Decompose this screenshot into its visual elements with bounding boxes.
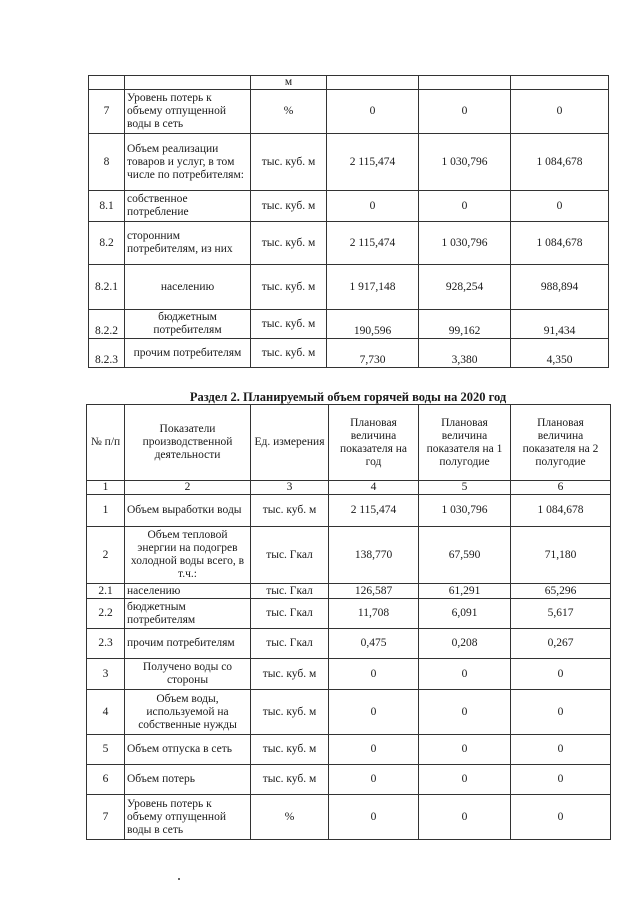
row-number: 1: [87, 495, 125, 527]
col-number: 4: [329, 481, 419, 495]
row-number: 5: [87, 735, 125, 765]
unit-cell: тыс. Гкал: [251, 584, 329, 599]
col-number: 2: [125, 481, 251, 495]
indicator-name: населению: [125, 584, 251, 599]
unit-cell: тыс. куб. м: [251, 659, 329, 690]
table-row: [87, 495, 611, 527]
h2-value: [511, 76, 609, 90]
annual-value: 138,770: [329, 527, 419, 584]
section-title: Раздел 2. Планируемый объем горячей воды на 2020 год: [189, 390, 507, 404]
h1-value: 0: [419, 690, 511, 735]
h2-value: 1 084,678: [511, 495, 611, 527]
h1-value: 0: [419, 659, 511, 690]
hot-water-plan-table: [86, 404, 611, 840]
row-number: 8.2.1: [89, 265, 125, 310]
indicator-name: собственное потребление: [125, 191, 251, 222]
table-row: [87, 765, 611, 795]
h1-value: 928,254: [419, 265, 511, 310]
unit-cell: тыс. куб. м: [251, 690, 329, 735]
h2-value: 71,180: [511, 527, 611, 584]
table-row: [87, 527, 611, 584]
row-number: 8.2.3: [89, 339, 125, 368]
indicator-name: Объем тепловой энергии на подогрев холодной воды всего, в т.ч.:: [125, 527, 251, 584]
annual-value: [327, 76, 419, 90]
row-number: 3: [87, 659, 125, 690]
row-number: 2.3: [87, 629, 125, 659]
indicator-name: прочим потребителям: [125, 339, 251, 368]
header-row: [87, 405, 611, 481]
table-row: [89, 339, 609, 368]
annual-value: 126,587: [329, 584, 419, 599]
h1-value: 0: [419, 765, 511, 795]
unit-cell: тыс. куб. м: [251, 222, 327, 265]
h2-value: 0,267: [511, 629, 611, 659]
table-row: [89, 90, 609, 134]
indicator-name: Объем отпуска в сеть: [125, 735, 251, 765]
indicator-name: бюджетным потребителям: [125, 599, 251, 629]
h2-value: 91,434: [511, 310, 609, 339]
unit-cell: тыс. куб. м: [251, 134, 327, 191]
scan-speck: [178, 878, 180, 880]
col-number: 3: [251, 481, 329, 495]
unit-cell: тыс. куб. м: [251, 310, 327, 339]
annual-value: 0: [329, 659, 419, 690]
h2-value: 0: [511, 690, 611, 735]
indicator-name: [125, 76, 251, 90]
h1-value: 0: [419, 191, 511, 222]
row-number: 8.1: [89, 191, 125, 222]
col-number: 1: [87, 481, 125, 495]
h1-value: 0: [419, 90, 511, 134]
row-number: 2.2: [87, 599, 125, 629]
header-annual: Плановая величина показателя на год: [329, 405, 419, 481]
table-row: [87, 629, 611, 659]
h1-value: 6,091: [419, 599, 511, 629]
h2-value: 988,894: [511, 265, 609, 310]
indicator-name: Объем реализации товаров и услуг, в том числе по потребителям:: [125, 134, 251, 191]
indicator-name: сторонним потребителям, из них: [125, 222, 251, 265]
row-number: 7: [89, 90, 125, 134]
h1-value: 0,208: [419, 629, 511, 659]
h1-value: 99,162: [419, 310, 511, 339]
row-number: 6: [87, 765, 125, 795]
h1-value: 0: [419, 795, 511, 840]
unit-cell: тыс. куб. м: [251, 339, 327, 368]
indicator-name: Получено воды со стороны: [125, 659, 251, 690]
h1-value: 67,590: [419, 527, 511, 584]
unit-cell: тыс. Гкал: [251, 599, 329, 629]
header-unit: Ед. измерения: [251, 405, 329, 481]
indicator-name: Объем воды, используемой на собственные нужды: [125, 690, 251, 735]
unit-cell: тыс. куб. м: [251, 265, 327, 310]
unit-cell: тыс. куб. м: [251, 495, 329, 527]
table-row: [87, 659, 611, 690]
table-row: [87, 599, 611, 629]
table-row: [89, 310, 609, 339]
annual-value: 0,475: [329, 629, 419, 659]
table-row: [89, 265, 609, 310]
indicator-name: Уровень потерь к объему отпущенной воды в сеть: [125, 90, 251, 134]
unit-cell: %: [251, 90, 327, 134]
unit-cell: тыс. Гкал: [251, 527, 329, 584]
h2-value: 0: [511, 795, 611, 840]
col-number: 5: [419, 481, 511, 495]
indicator-name: прочим потребителям: [125, 629, 251, 659]
annual-value: 0: [327, 90, 419, 134]
annual-value: 2 115,474: [329, 495, 419, 527]
h2-value: 0: [511, 735, 611, 765]
h2-value: 0: [511, 90, 609, 134]
h2-value: 0: [511, 765, 611, 795]
header-h2: Плановая величина показателя на 2 полугодие: [511, 405, 611, 481]
table-row: [87, 584, 611, 599]
h2-value: 1 084,678: [511, 134, 609, 191]
h2-value: 5,617: [511, 599, 611, 629]
table-row: [89, 134, 609, 191]
unit-cell: тыс. куб. м: [251, 765, 329, 795]
header-name: Показатели производственной деятельности: [125, 405, 251, 481]
annual-value: 0: [329, 795, 419, 840]
annual-value: 11,708: [329, 599, 419, 629]
annual-value: 7,730: [327, 339, 419, 368]
unit-cell: %: [251, 795, 329, 840]
water-volume-table-continued: [88, 75, 609, 368]
annual-value: 0: [329, 690, 419, 735]
h2-value: 1 084,678: [511, 222, 609, 265]
h2-value: 0: [511, 191, 609, 222]
annual-value: 0: [329, 735, 419, 765]
indicator-name: Объем выработки воды: [125, 495, 251, 527]
header-num: № п/п: [87, 405, 125, 481]
table-row: [89, 76, 609, 90]
h2-value: 0: [511, 659, 611, 690]
table-row: [89, 191, 609, 222]
row-number: 2: [87, 527, 125, 584]
unit-cell: тыс. куб. м: [251, 191, 327, 222]
h1-value: 1 030,796: [419, 495, 511, 527]
annual-value: 0: [327, 191, 419, 222]
h2-value: 4,350: [511, 339, 609, 368]
h1-value: 1 030,796: [419, 134, 511, 191]
h1-value: 3,380: [419, 339, 511, 368]
annual-value: 190,596: [327, 310, 419, 339]
header-h1: Плановая величина показателя на 1 полугодие: [419, 405, 511, 481]
unit-cell: м: [251, 76, 327, 90]
h1-value: 61,291: [419, 584, 511, 599]
unit-cell: тыс. куб. м: [251, 735, 329, 765]
h1-value: [419, 76, 511, 90]
row-number: 7: [87, 795, 125, 840]
row-number: 8: [89, 134, 125, 191]
table-row: [87, 690, 611, 735]
row-number: 8.2: [89, 222, 125, 265]
indicator-name: населению: [125, 265, 251, 310]
annual-value: 0: [329, 765, 419, 795]
indicator-name: Уровень потерь к объему отпущенной воды в сеть: [125, 795, 251, 840]
h2-value: 65,296: [511, 584, 611, 599]
col-number: 6: [511, 481, 611, 495]
row-number: 2.1: [87, 584, 125, 599]
annual-value: 2 115,474: [327, 222, 419, 265]
table-row: [87, 795, 611, 840]
row-number: 8.2.2: [89, 310, 125, 339]
indicator-name: Объем потерь: [125, 765, 251, 795]
unit-cell: тыс. Гкал: [251, 629, 329, 659]
table-row: [89, 222, 609, 265]
annual-value: 2 115,474: [327, 134, 419, 191]
annual-value: 1 917,148: [327, 265, 419, 310]
row-number: [89, 76, 125, 90]
h1-value: 0: [419, 735, 511, 765]
row-number: 4: [87, 690, 125, 735]
h1-value: 1 030,796: [419, 222, 511, 265]
column-numbers-row: [87, 481, 611, 495]
table-row: [87, 735, 611, 765]
indicator-name: бюджетным потребителям: [125, 310, 251, 339]
